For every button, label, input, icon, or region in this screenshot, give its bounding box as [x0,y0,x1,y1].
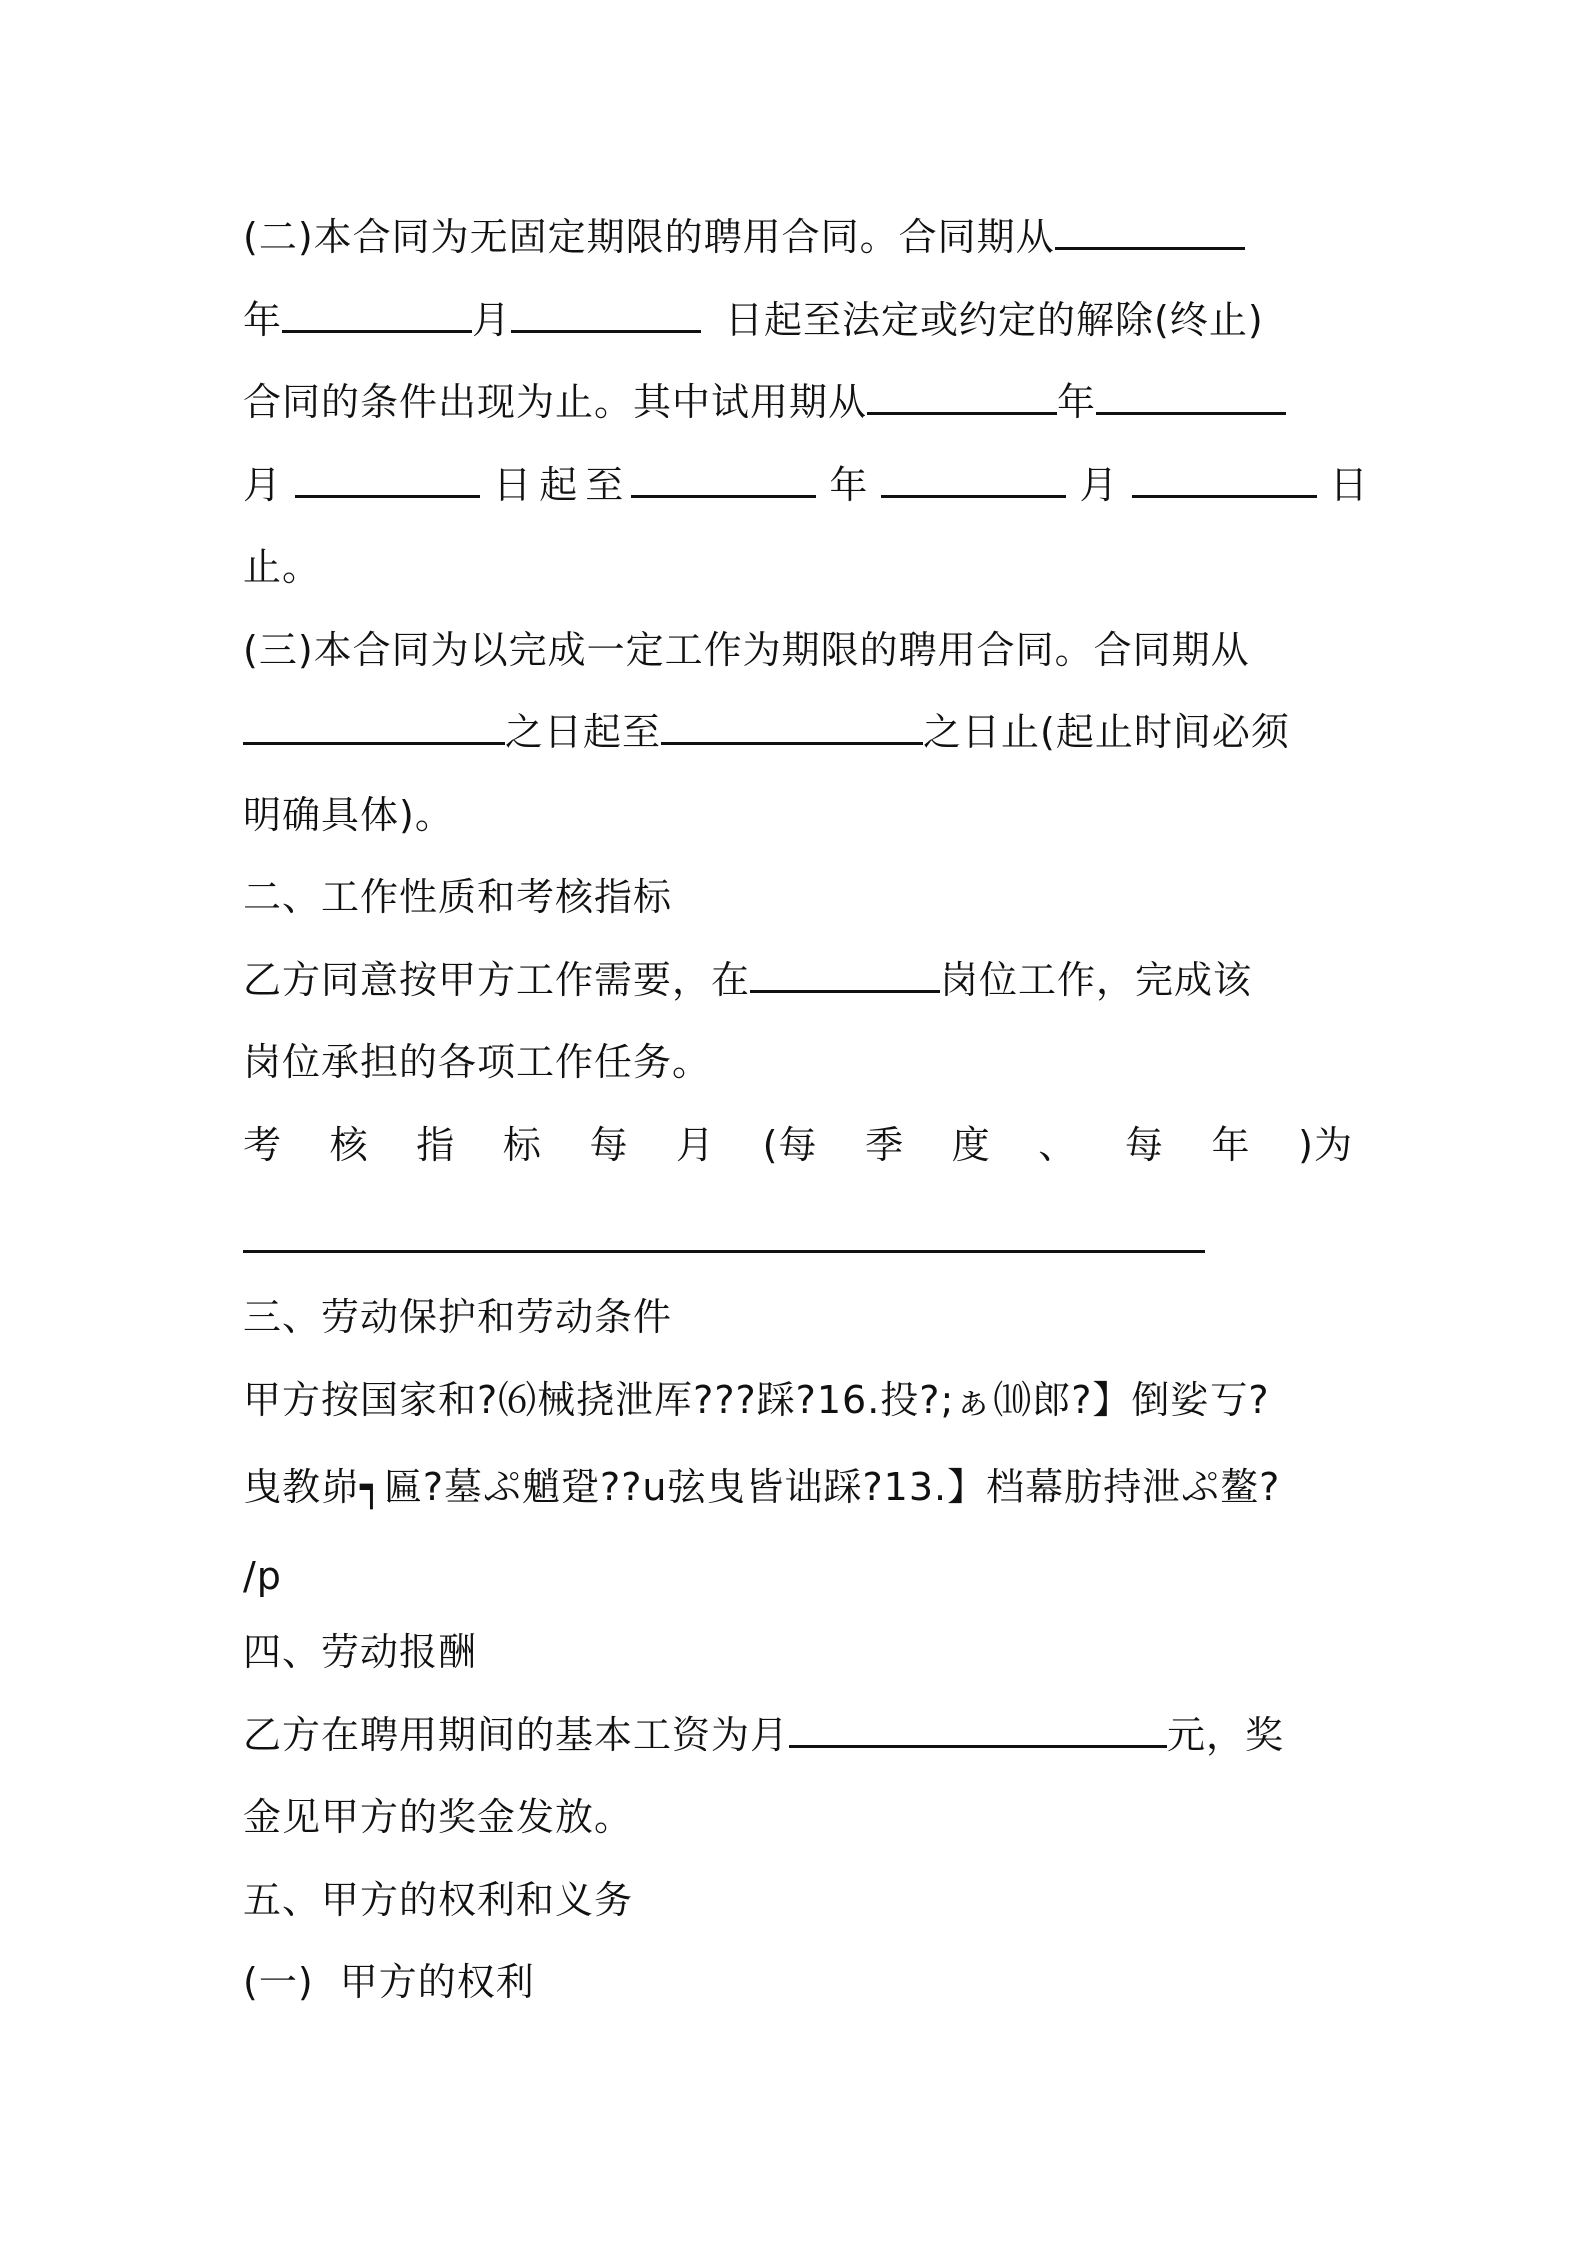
text-line: 月 日起至 年 月 日 [243,463,1369,507]
blank-field[interactable] [511,296,701,333]
text-line: 合同的条件出现为止。其中试用期从 年 [243,378,1353,426]
blank-field[interactable] [1096,378,1286,415]
blank-field[interactable] [282,296,472,333]
blank-field[interactable] [867,378,1057,415]
text-line: 止。 [243,545,322,589]
blank-field-long[interactable] [243,1250,1205,1253]
blank-field[interactable] [1055,213,1245,250]
text-line: 年 月 日起至法定或约定的解除(终止) [243,298,1264,342]
text-line-garbled: 甲方按国家和?⑹械挠泄厍???踩?16.投?;ぁ⑽郎?】倒娑丂? [243,1378,1270,1422]
text-line: /p [243,1554,282,1598]
text-line: 岗位承担的各项工作任务。 [243,1040,712,1084]
section-heading: 四、劳动报酬 [243,1630,478,1674]
blank-field[interactable] [295,461,480,498]
blank-field[interactable] [750,956,940,993]
text-line: (二)本合同为无固定期限的聘用合同。合同期从 [243,213,1353,261]
text-line-justified: 考 核 指 标 每 月 (每 季 度 、 每 年 )为 [243,1123,1353,1167]
blank-field[interactable] [631,461,816,498]
blank-field[interactable] [661,708,923,745]
text-line: 之日起至 之日止(起止时间必须 [243,708,1353,756]
text-line: 乙方同意按甲方工作需要，在 岗位工作，完成该 [243,958,1253,1002]
subsection-heading: (一) 甲方的权利 [243,1960,535,2004]
section-heading: 二、工作性质和考核指标 [243,875,673,919]
text-line: 乙方在聘用期间的基本工资为月 元，奖 [243,1713,1285,1757]
blank-field[interactable] [881,461,1066,498]
text-line-garbled: 曳教峁┑匾?墓ぷ魈跫??u弦曳皆诎踩?13.】档幕肪持泄ぷ鳌? [243,1465,1281,1509]
text-line: (三)本合同为以完成一定工作为期限的聘用合同。合同期从 [243,628,1250,672]
blank-field[interactable] [243,708,505,745]
section-heading: 三、劳动保护和劳动条件 [243,1295,673,1339]
blank-field[interactable] [789,1711,1167,1748]
section-heading: 五、甲方的权利和义务 [243,1878,634,1922]
blank-field[interactable] [1132,461,1317,498]
text-line: 明确具体)。 [243,793,454,837]
text-line: 金见甲方的奖金发放。 [243,1795,634,1839]
